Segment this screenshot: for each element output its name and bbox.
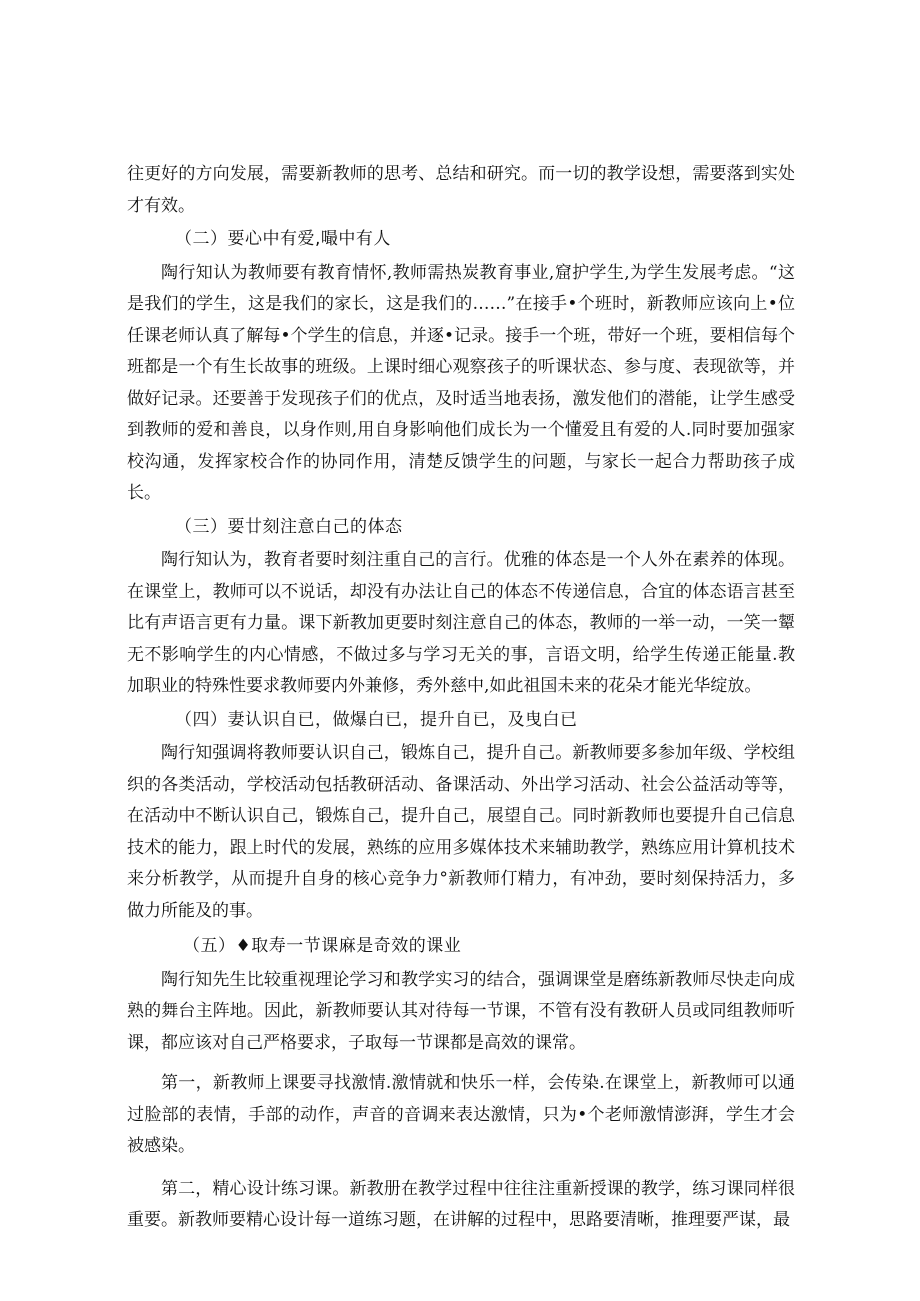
section-heading-5: （五）♦取寿一节课麻是奇效的课业 <box>183 936 462 956</box>
section-heading-4: （四）妻认识自已，做爆白已，提升自已，及曳白已 <box>175 709 578 730</box>
paragraph-continuation: 往更好的方向发展，需要新教师的思考、总结和研究。而一切的教学设想，需要落到实处才有效。 <box>127 164 795 216</box>
paragraph-section-2: 陶行知认为教师要有教育情怀,教师需热炭教育事业,窟护学生,为学生发展考虑。“这是我们的学生，这是我们的家长，这是我们的……”在接手•个班时，新教师应该向上•位任课老师认真了解每•个学生的信息，并逐•记录。接手一个班，带好一个班，要相信每个班都是一个有生长故事的班级。上课时细心观察孩子的听课状态、参与度、表现欲等，并做好记录。还要善于发现孩子们的优点，及时适当地表扬，激发他们的潜能，让学生感受到教师的爱和善良，以身作则,用自身影响他们成长为一个懂爱且有爱的人.同时要加强家校沟通，发挥家校合作的协同作用，清楚反馈学生的问题，与家长一起合力帮助孩子成长。 <box>127 262 795 503</box>
paragraph-second-point: 第二，精心设计练习课。新教册在教学过程中往往注重新授课的教学，练习课同样很重要。新教师要精心设计每一道练习题，在讲解的过程中，思路要清晰，推理要严谋，最 <box>127 1178 795 1230</box>
section-heading-3: （三）要廿刻注意白己的体态 <box>175 516 403 537</box>
section-heading-2: （二）要心中有爱,嘬中有人 <box>175 229 391 249</box>
paragraph-section-5: 陶行知先生比较重视理论学习和教学实习的结合，强调课堂是磨练新教师尽快走向成熟的舞台主阵地。因此，新教师要认其对待每一节课，不管有没有教研人员或同组教师听课，都应该对自己严格要求，子取每一节课都是高效的课常。 <box>127 969 795 1053</box>
paragraph-section-3: 陶行知认为，教育者要时刻注重自己的言行。优雅的体态是一个人外在素养的体现。在课堂上，教师可以不说话，却没有办法让自己的体态不传递信息，合宜的体态语言甚至比有声语言更有力量。课下新教加更要时刻注意自己的体态，教师的一举一动，一笑一颦无不影响学生的内心情感，不做过多与学习无关的事，言语文明，给学生传递正能量.教加职业的特殊性要求教师要内外兼修，秀外慈中,如此祖国未来的花朵才能光华绽放。 <box>127 550 795 696</box>
paragraph-section-4: 陶行知强调将教师要认识自己，锻炼自己，提升自己。新教师要多参加年级、学校组织的各类活动，学校活动包括教研活动、备课活动、外出学习活动、社会公益活动等等，在活动中不断认识自己，锻炼自己，提升自己，展望自己。同时新教师也要提升自己信息技术的能力，跟上时代的发展，熟练的应用多媒体技术来辅助教学，熟练应用计算机技术来分析教学，从而提升自身的核心竞争力°新教师仃精力，有冲劲，要时刻保持活力，多做力所能及的事。 <box>127 743 795 921</box>
document-body <box>127 159 795 1237</box>
paragraph-first-point: 第一，新教师上课要寻找激情.激情就和快乐一样，会传染.在课堂上，新教师可以通过脸部的表情，手部的动作，声音的音调来表达激情，只为•个老师激情澎湃，学生才会被感染。 <box>127 1073 795 1156</box>
